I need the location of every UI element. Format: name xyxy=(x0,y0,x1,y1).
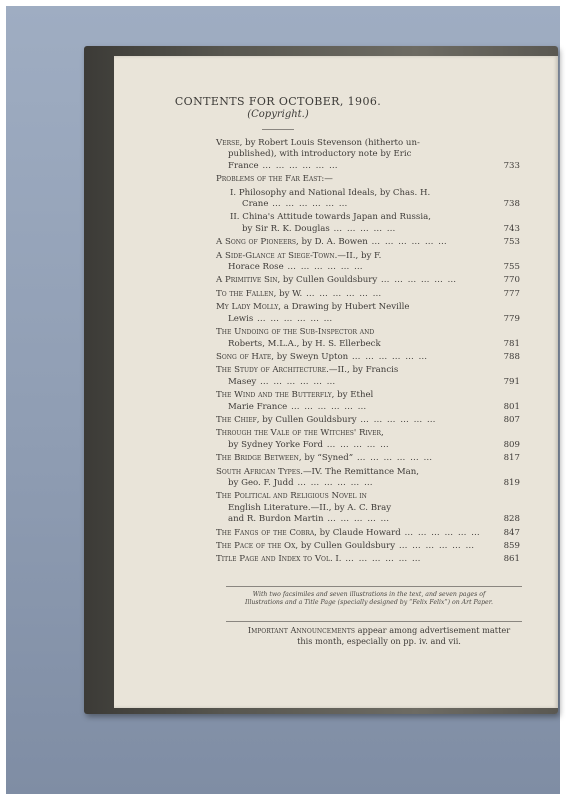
toc-entry xyxy=(216,528,520,539)
toc-entry-continuation-text: Crane xyxy=(242,199,269,210)
toc-page-number: 819 xyxy=(503,477,520,488)
toc-page-number: 861 xyxy=(503,554,520,565)
leader-dots: … … … … … … xyxy=(341,554,422,565)
toc-entry-line xyxy=(216,365,520,376)
table-of-contents xyxy=(216,138,520,568)
toc-entry-author: II. China's Attitude towards Japan and Russia, xyxy=(230,212,431,223)
toc-entry-continuation xyxy=(216,402,520,413)
toc-entry-line xyxy=(216,528,520,539)
toc-page-number: 859 xyxy=(503,541,520,551)
toc-entry-continuation xyxy=(230,224,520,235)
toc-entry xyxy=(216,390,520,413)
leader-dots: … … … … … … xyxy=(400,527,481,538)
toc-entry-continuation xyxy=(216,377,520,388)
leader-dots: … … … … … … xyxy=(253,313,334,324)
toc-entry xyxy=(216,365,520,388)
announcement-rest: appear among advertisement matter this month, especially on pp. iv. and vii. xyxy=(297,625,511,646)
copyright-subtitle: (Copyright.) xyxy=(247,109,309,120)
toc-entry-line xyxy=(216,428,520,439)
toc-entry-continuation-text: Lewis xyxy=(228,313,254,324)
toc-entry xyxy=(216,302,520,325)
footer-divider xyxy=(226,621,522,622)
toc-entry-line xyxy=(216,237,520,248)
toc-entry-continuation xyxy=(216,149,520,160)
toc-entry-title: A Primitive Sin, xyxy=(216,275,281,286)
toc-entry xyxy=(216,541,520,552)
toc-entry-title: The Study of Architecture.—II., xyxy=(216,365,350,376)
toc-entry-author: by Sweyn Upton xyxy=(276,351,349,362)
toc-entry-author: a Drawing by Hubert Neville xyxy=(283,302,410,313)
toc-page-number: 755 xyxy=(503,262,520,273)
toc-entry-line xyxy=(216,327,520,338)
toc-entry xyxy=(216,138,520,172)
toc-entry-title: A Side-Glance at Siege-Town.—II., xyxy=(216,250,359,261)
toc-entry-author: by Robert Louis Stevenson (hitherto un- xyxy=(245,138,420,148)
toc-entry-continuation xyxy=(230,199,520,210)
toc-entry xyxy=(216,275,520,286)
toc-entry-line xyxy=(216,138,520,149)
toc-entry-line xyxy=(216,275,520,286)
toc-entry-author: I. Philosophy and National Ideals, by Chas. H. xyxy=(230,187,431,198)
toc-entry-continuation-text: by Geo. F. Judd xyxy=(228,477,294,488)
toc-page-number: 733 xyxy=(503,160,520,171)
toc-page-number: 847 xyxy=(503,527,520,538)
toc-page-number: 770 xyxy=(503,275,520,286)
toc-entry-title: The Wind and the Butterfly, xyxy=(216,390,335,401)
toc-entry-title: A Song of Pioneers, xyxy=(216,237,299,248)
toc-entry-author: by Claude Howard xyxy=(319,527,401,538)
toc-entry-continuation xyxy=(216,478,520,489)
toc-entry-line xyxy=(216,302,520,313)
toc-entry-continuation xyxy=(216,161,520,172)
toc-entry-line xyxy=(216,491,520,502)
toc-entry xyxy=(216,327,520,350)
toc-entry xyxy=(216,467,520,490)
leader-dots: … … … … … … xyxy=(293,477,374,488)
contents-title: CONTENTS FOR OCTOBER, 1906. xyxy=(174,95,382,108)
toc-entry xyxy=(216,352,520,363)
toc-entry-continuation xyxy=(216,339,520,350)
announcements xyxy=(244,625,514,647)
toc-entry-title: To the Fallen, xyxy=(216,288,277,299)
toc-page-number: 781 xyxy=(503,338,520,349)
toc-entry-continuation-text: France xyxy=(228,160,259,171)
toc-entry-line xyxy=(216,467,520,478)
leader-dots: … … … … … xyxy=(323,514,391,525)
toc-entry-author: by Ethel xyxy=(337,390,374,401)
toc-entry-continuation-text: by Sir R. K. Douglas xyxy=(242,223,330,234)
toc-entry-continuation-text: published), with introductory note by Eric xyxy=(228,149,412,160)
toc-page-number: 738 xyxy=(503,199,520,210)
toc-page-number: 753 xyxy=(503,237,520,248)
toc-page-number: 801 xyxy=(503,401,520,412)
toc-entry xyxy=(216,251,520,274)
toc-entry-author: by Francis xyxy=(352,365,399,376)
toc-entry-title: The Undoing of the Sub-Inspector and xyxy=(216,327,375,338)
toc-entry-line xyxy=(216,541,520,552)
toc-entry-continuation xyxy=(216,440,520,451)
leader-dots: … … … … … … xyxy=(353,453,434,464)
toc-page-number: 809 xyxy=(503,439,520,450)
toc-entry-title: Song of Hate, xyxy=(216,351,275,362)
toc-entry-line xyxy=(216,415,520,426)
toc-entry xyxy=(216,453,520,464)
toc-entry-continuation xyxy=(216,514,520,525)
leader-dots: … … … … … xyxy=(329,223,397,234)
toc-entry-title: Title Page and Index to Vol. I. xyxy=(216,554,342,565)
toc-entry-author: by D. A. Bowen xyxy=(301,237,368,248)
toc-entry-title: The Fangs of the Cobra, xyxy=(216,527,317,538)
toc-entry-title: The Pace of the Ox, xyxy=(216,541,299,551)
toc-page-number: 743 xyxy=(503,223,520,234)
toc-entry-line xyxy=(216,352,520,363)
toc-entry-continuation-text: Masey xyxy=(228,376,257,387)
toc-page-number: 779 xyxy=(503,313,520,324)
toc-entry-continuation xyxy=(216,503,520,514)
toc-entry-continuation-text: and R. Burdon Martin xyxy=(228,514,324,525)
toc-entry xyxy=(216,491,520,525)
leader-dots: … … … … … … xyxy=(268,199,349,210)
leader-dots: … … … … … xyxy=(323,439,390,450)
toc-entry xyxy=(216,188,520,211)
toc-entry-line xyxy=(230,188,520,199)
toc-entry-title: Problems of the Far East:— xyxy=(216,174,333,185)
toc-entry-line xyxy=(216,289,520,300)
illustrations-note: With two facsimiles and seven illustrations in the text, and seven pages of Illustrations and a Title Page (specially designed by “Felix Felix”) on Art Paper. xyxy=(245,591,493,606)
toc-entry-title: The Chief, xyxy=(216,414,260,425)
toc-entry xyxy=(216,174,520,185)
toc-entry-continuation-text: Marie France xyxy=(228,401,288,412)
toc-entry-author: by Cullen Gouldsbury xyxy=(282,275,378,286)
leader-dots: … … … … … … xyxy=(287,401,368,412)
toc-entry-title: Verse, xyxy=(216,138,243,148)
leader-dots: … … … … … … xyxy=(395,541,476,551)
toc-entry-continuation-text: English Literature.—II., by A. C. Bray xyxy=(228,502,392,513)
leader-dots: … … … … … … xyxy=(348,351,429,362)
toc-entry-line xyxy=(216,390,520,401)
toc-page-number: 828 xyxy=(503,514,520,525)
toc-entry xyxy=(216,289,520,300)
leader-dots: … … … … … … xyxy=(302,288,383,299)
toc-entry-title: Through the Vale of the Witches' River, xyxy=(216,428,384,439)
toc-entry-author: The Remittance Man, xyxy=(325,466,420,477)
toc-entry-line xyxy=(216,174,520,185)
toc-page-number: 807 xyxy=(503,414,520,425)
toc-entry-line xyxy=(216,554,520,565)
toc-entry xyxy=(216,237,520,248)
leader-dots: … … … … … … xyxy=(367,237,448,248)
toc-entry-line xyxy=(216,251,520,262)
toc-entry-line xyxy=(216,453,520,464)
leader-dots: … … … … … … xyxy=(258,160,339,171)
toc-page-number: 788 xyxy=(503,351,520,362)
leader-dots: … … … … … … xyxy=(256,376,337,387)
toc-entry-continuation-text: Horace Rose xyxy=(228,262,284,273)
toc-entry xyxy=(216,212,520,235)
toc-entry-title: My Lady Molly, xyxy=(216,302,282,313)
toc-entry-continuation xyxy=(216,262,520,273)
title-divider xyxy=(262,129,294,130)
toc-entry-author: by W. xyxy=(279,288,303,299)
toc-entry-continuation xyxy=(216,314,520,325)
toc-entry-title: The Bridge Between, xyxy=(216,453,302,464)
toc-entry-author: by Cullen Gouldsbury xyxy=(300,541,396,551)
toc-entry-continuation-text: Roberts, M.L.A., by H. S. Ellerbeck xyxy=(228,338,381,349)
toc-entry xyxy=(216,554,520,565)
toc-entry-title: The Political and Religious Novel in xyxy=(216,491,367,502)
leader-dots: … … … … … … xyxy=(283,262,364,273)
toc-entry xyxy=(216,428,520,451)
toc-entry xyxy=(216,415,520,426)
toc-entry-line xyxy=(230,212,520,223)
toc-page-number: 777 xyxy=(503,288,520,299)
toc-entry-author: by F. xyxy=(360,250,382,261)
toc-entry-continuation-text: by Sydney Yorke Ford xyxy=(228,439,324,450)
toc-entry-author: by “Syned” xyxy=(304,453,354,464)
toc-entry-author: by Cullen Gouldsbury xyxy=(262,414,357,425)
toc-page-number: 791 xyxy=(503,376,520,387)
announcement-head: Important Announcements xyxy=(247,625,355,635)
leader-dots: … … … … … … xyxy=(377,275,458,286)
toc-page-number: 817 xyxy=(503,453,520,464)
toc-entry-title: South African Types.—IV. xyxy=(216,466,323,477)
toc-divider xyxy=(226,586,522,587)
leader-dots: … … … … … … xyxy=(356,414,437,425)
